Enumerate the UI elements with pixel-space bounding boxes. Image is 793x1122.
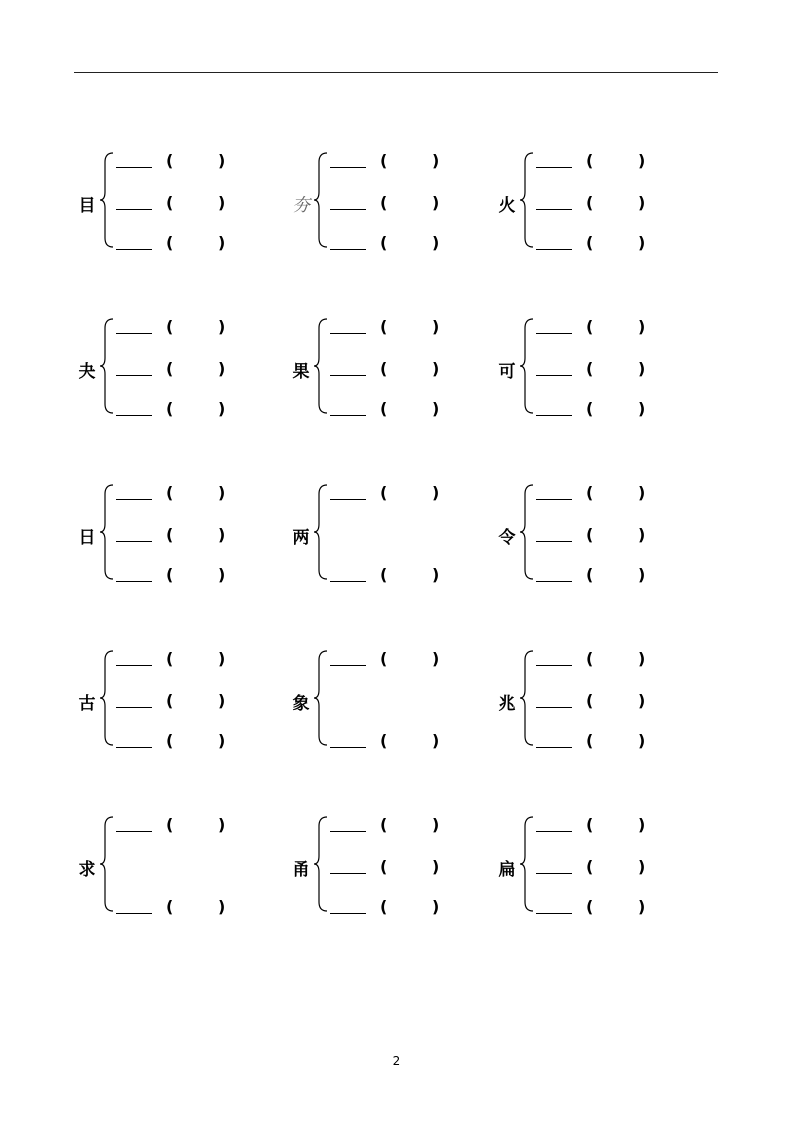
answer-row [116, 152, 246, 172]
paren-open: ( [380, 483, 388, 502]
paren-open: ( [586, 359, 594, 378]
group-character: 甬 [292, 860, 310, 880]
paren-close: ) [218, 483, 226, 502]
brace-icon [100, 816, 114, 912]
paren-open: ( [586, 731, 594, 750]
answer-row [536, 816, 666, 836]
brace-icon [314, 650, 328, 746]
paren-close: ) [638, 857, 646, 876]
paren-open: ( [380, 317, 388, 336]
page-number: 2 [392, 1054, 401, 1068]
paren-close: ) [218, 399, 226, 418]
answer-row [116, 318, 246, 338]
char-group [290, 482, 480, 592]
paren-close: ) [432, 483, 440, 502]
answer-blank[interactable] [116, 333, 152, 334]
paren-open: ( [586, 565, 594, 584]
answer-blank[interactable] [116, 581, 152, 582]
answer-row [330, 566, 460, 586]
char-group [290, 316, 480, 426]
char-group [76, 316, 266, 426]
paren-open: ( [380, 399, 388, 418]
brace-icon [520, 318, 534, 414]
answer-row [116, 732, 246, 752]
answer-blank[interactable] [330, 167, 366, 168]
group-character: 目 [78, 196, 96, 216]
answer-row [536, 318, 666, 338]
paren-close: ) [432, 897, 440, 916]
paren-open: ( [166, 483, 174, 502]
answer-row [536, 898, 666, 918]
answer-row [330, 318, 460, 338]
answer-blank[interactable] [536, 707, 572, 708]
char-group [76, 482, 266, 592]
brace-icon [520, 152, 534, 248]
answer-blank[interactable] [116, 541, 152, 542]
answer-blank[interactable] [330, 581, 366, 582]
group-character: 两 [292, 528, 310, 548]
paren-open: ( [380, 897, 388, 916]
paren-close: ) [432, 731, 440, 750]
brace-icon [314, 484, 328, 580]
paren-open: ( [380, 857, 388, 876]
group-character: 夯 [292, 195, 310, 216]
brace-icon [100, 318, 114, 414]
paren-open: ( [166, 193, 174, 212]
char-group [496, 150, 686, 260]
paren-close: ) [218, 359, 226, 378]
answer-blank[interactable] [536, 873, 572, 874]
answer-row [536, 194, 666, 214]
paren-open: ( [380, 731, 388, 750]
paren-open: ( [166, 815, 174, 834]
group-character: 可 [498, 362, 516, 382]
answer-row [330, 234, 460, 254]
answer-blank[interactable] [330, 913, 366, 914]
paren-open: ( [166, 399, 174, 418]
answer-row [116, 692, 246, 712]
answer-row [116, 566, 246, 586]
answer-blank[interactable] [330, 249, 366, 250]
paren-close: ) [218, 731, 226, 750]
answer-blank[interactable] [330, 873, 366, 874]
paren-close: ) [218, 317, 226, 336]
brace-icon [314, 816, 328, 912]
group-character: 扁 [498, 860, 516, 880]
answer-blank[interactable] [330, 831, 366, 832]
char-group [496, 316, 686, 426]
paren-close: ) [432, 193, 440, 212]
paren-open: ( [166, 731, 174, 750]
answer-row [330, 650, 460, 670]
answer-blank[interactable] [116, 831, 152, 832]
paren-close: ) [218, 233, 226, 252]
answer-blank[interactable] [536, 581, 572, 582]
paren-close: ) [638, 691, 646, 710]
paren-open: ( [166, 359, 174, 378]
brace-icon [520, 816, 534, 912]
answer-row [116, 360, 246, 380]
paren-open: ( [586, 897, 594, 916]
paren-close: ) [432, 815, 440, 834]
paren-open: ( [166, 565, 174, 584]
answer-blank[interactable] [536, 913, 572, 914]
paren-open: ( [586, 815, 594, 834]
paren-open: ( [166, 233, 174, 252]
paren-close: ) [638, 565, 646, 584]
answer-blank[interactable] [330, 665, 366, 666]
answer-blank[interactable] [116, 209, 152, 210]
paren-close: ) [638, 649, 646, 668]
answer-blank[interactable] [330, 333, 366, 334]
answer-row [330, 816, 460, 836]
answer-blank[interactable] [330, 415, 366, 416]
paren-open: ( [166, 317, 174, 336]
paren-close: ) [432, 565, 440, 584]
group-character: 果 [292, 362, 310, 382]
answer-row [116, 194, 246, 214]
answer-row [116, 234, 246, 254]
paren-close: ) [638, 483, 646, 502]
char-group [76, 648, 266, 758]
paren-close: ) [638, 897, 646, 916]
char-group [290, 150, 480, 260]
paren-open: ( [166, 897, 174, 916]
brace-icon [100, 152, 114, 248]
answer-row [116, 400, 246, 420]
char-group [290, 648, 480, 758]
paren-close: ) [638, 359, 646, 378]
answer-blank[interactable] [116, 913, 152, 914]
answer-blank[interactable] [536, 665, 572, 666]
paren-open: ( [380, 565, 388, 584]
answer-row [330, 400, 460, 420]
answer-blank[interactable] [536, 831, 572, 832]
answer-row [116, 650, 246, 670]
answer-blank[interactable] [536, 375, 572, 376]
paren-close: ) [638, 151, 646, 170]
paren-open: ( [586, 691, 594, 710]
paren-open: ( [586, 233, 594, 252]
answer-blank[interactable] [536, 499, 572, 500]
brace-icon [100, 484, 114, 580]
group-character: 象 [292, 694, 310, 714]
paren-close: ) [432, 857, 440, 876]
paren-close: ) [218, 897, 226, 916]
answer-blank[interactable] [536, 415, 572, 416]
paren-open: ( [380, 151, 388, 170]
group-character: 夬 [78, 362, 96, 382]
answer-row [536, 234, 666, 254]
answer-row [536, 692, 666, 712]
answer-row [330, 732, 460, 752]
answer-row [330, 484, 460, 504]
paren-close: ) [218, 151, 226, 170]
paren-close: ) [218, 565, 226, 584]
paren-close: ) [638, 233, 646, 252]
answer-blank[interactable] [116, 499, 152, 500]
paren-close: ) [432, 649, 440, 668]
answer-row [330, 898, 460, 918]
answer-row [330, 194, 460, 214]
char-group [76, 150, 266, 260]
answer-row [116, 816, 246, 836]
paren-open: ( [166, 151, 174, 170]
answer-blank[interactable] [330, 747, 366, 748]
paren-open: ( [166, 649, 174, 668]
answer-row [116, 898, 246, 918]
answer-row [536, 152, 666, 172]
paren-close: ) [218, 525, 226, 544]
answer-blank[interactable] [330, 209, 366, 210]
group-character: 兆 [498, 694, 516, 714]
answer-blank[interactable] [536, 167, 572, 168]
answer-row [536, 400, 666, 420]
answer-row [116, 526, 246, 546]
brace-icon [520, 650, 534, 746]
answer-blank[interactable] [116, 747, 152, 748]
answer-row [116, 484, 246, 504]
group-character: 日 [78, 528, 96, 548]
paren-close: ) [218, 649, 226, 668]
answer-row [330, 858, 460, 878]
group-character: 古 [78, 694, 96, 714]
answer-row [536, 732, 666, 752]
answer-row [330, 152, 460, 172]
paren-close: ) [218, 815, 226, 834]
answer-blank[interactable] [536, 747, 572, 748]
answer-blank[interactable] [116, 415, 152, 416]
paren-close: ) [638, 317, 646, 336]
paren-open: ( [586, 151, 594, 170]
char-group [496, 814, 686, 924]
paren-close: ) [218, 691, 226, 710]
brace-icon [314, 318, 328, 414]
paren-close: ) [218, 193, 226, 212]
paren-open: ( [380, 815, 388, 834]
answer-row [330, 360, 460, 380]
answer-blank[interactable] [116, 665, 152, 666]
paren-open: ( [586, 525, 594, 544]
paren-open: ( [166, 691, 174, 710]
group-character: 求 [78, 860, 96, 880]
char-group [290, 814, 480, 924]
paren-open: ( [380, 193, 388, 212]
group-character: 火 [498, 196, 516, 216]
answer-row [536, 858, 666, 878]
brace-icon [100, 650, 114, 746]
answer-blank[interactable] [116, 375, 152, 376]
answer-row [536, 360, 666, 380]
paren-open: ( [586, 193, 594, 212]
paren-open: ( [380, 649, 388, 668]
header-rule [74, 72, 718, 73]
paren-open: ( [586, 399, 594, 418]
paren-open: ( [586, 857, 594, 876]
answer-row [536, 566, 666, 586]
paren-close: ) [432, 399, 440, 418]
answer-blank[interactable] [536, 209, 572, 210]
paren-close: ) [638, 193, 646, 212]
answer-blank[interactable] [116, 167, 152, 168]
paren-open: ( [586, 483, 594, 502]
brace-icon [314, 152, 328, 248]
answer-blank[interactable] [536, 541, 572, 542]
answer-blank[interactable] [536, 333, 572, 334]
char-group [76, 814, 266, 924]
answer-blank[interactable] [330, 375, 366, 376]
paren-close: ) [432, 317, 440, 336]
answer-row [536, 484, 666, 504]
paren-open: ( [166, 525, 174, 544]
paren-close: ) [638, 525, 646, 544]
group-character: 令 [498, 528, 516, 548]
char-group [496, 482, 686, 592]
answer-row [536, 526, 666, 546]
paren-open: ( [586, 649, 594, 668]
paren-open: ( [380, 233, 388, 252]
paren-close: ) [432, 151, 440, 170]
answer-blank[interactable] [536, 249, 572, 250]
paren-close: ) [432, 233, 440, 252]
paren-close: ) [638, 731, 646, 750]
char-group [496, 648, 686, 758]
answer-blank[interactable] [116, 249, 152, 250]
paren-close: ) [432, 359, 440, 378]
answer-row [536, 650, 666, 670]
brace-icon [520, 484, 534, 580]
paren-open: ( [586, 317, 594, 336]
paren-close: ) [638, 399, 646, 418]
answer-blank[interactable] [330, 499, 366, 500]
paren-close: ) [638, 815, 646, 834]
answer-blank[interactable] [116, 707, 152, 708]
paren-open: ( [380, 359, 388, 378]
